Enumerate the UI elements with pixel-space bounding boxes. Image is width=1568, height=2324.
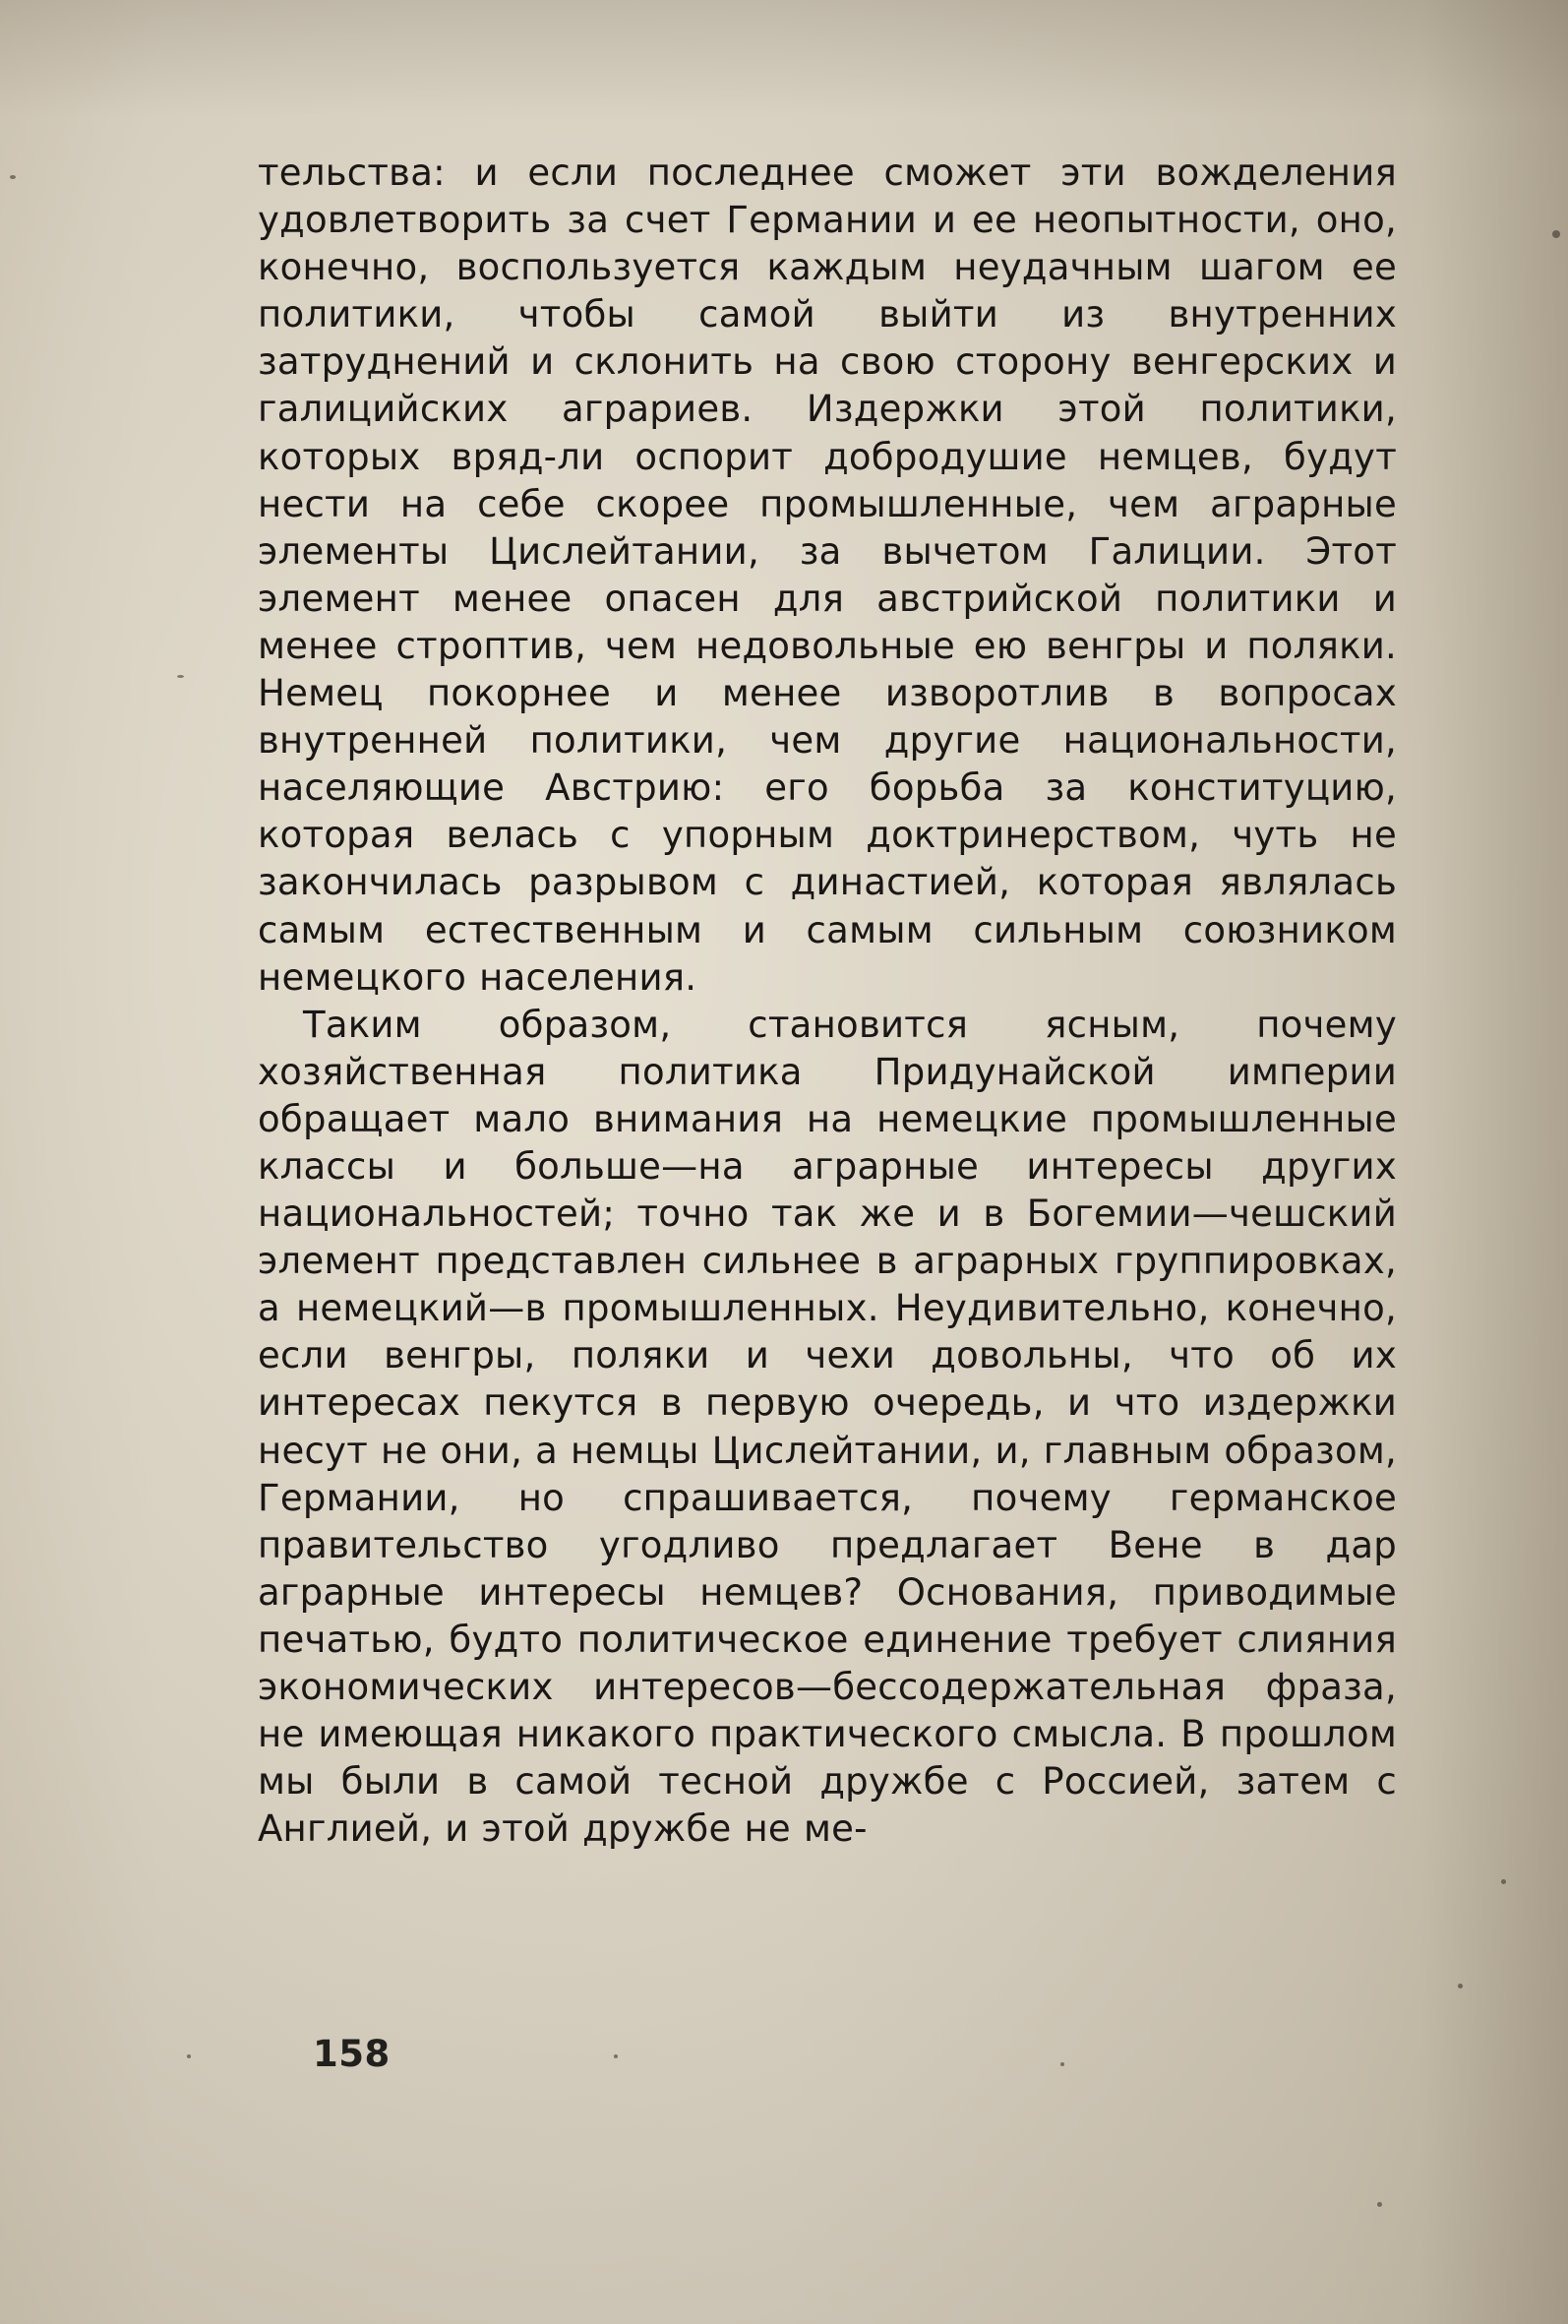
paper-speck [1552,230,1560,238]
paper-speck [1060,2062,1064,2066]
paper-speck [10,175,16,179]
paper-speck [1501,1879,1506,1884]
paper-speck [1458,1984,1463,1988]
paragraph: Таким образом, становится ясным, почему хозяйственная политика Придунайской империи обращает мало внимания на немецкие промышленные классы и больше—на аграрные интересы других национальностей; точно так же и в Богемии—чешский элемент представлен сильнее в аграрных группировках, а немецкий—в промышленных. Неудивительно, конечно, если венгры, поляки и чехи довольны, что об их интересах пекутся в первую очередь, и что издержки несут не они, а немцы Цислейтании, и, главным образом, Германии, но спрашивается, почему германское правительство угодливо предлагает Вене в дар аграрные интересы немцев? Основания, приводимые печатью, будто политическое единение требует слияния экономических интересов—бессодержательная фраза, не имеющая никакого практического смысла. В прошлом мы были в самой тесной дружбе с Россией, затем с Англией, и этой дружбе не ме- [258,1003,1398,1851]
paper-speck [187,2054,191,2058]
body-text [258,150,1397,1853]
page-top-shadow [0,0,1568,118]
paper-speck [1377,2202,1382,2207]
paragraph-continued: тельства: и если последнее сможет эти вожделения удовлетворить за счет Германии и ее неопытности, оно, конечно, воспользуется каждым неудачным шагом ее политики, чтобы самой выйти из внутренних затруднений и склонить на свою сторону венгерских и галицийских аграриев. Издержки этой политики, которых вряд-ли оспорит добродушие немцев, будут нести на себе скорее промышленные, чем аграрные элементы Цислейтании, за вычетом Галиции. Этот элемент менее опасен для австрийской политики и менее строптив, чем недовольные ею венгры и поляки. Немец покорнее и менее изворотлив в вопросах внутренней политики, чем другие национальности, населяющие Австрию: его борьба за конституцию, которая велась с упорным доктринерством, чуть не закончилась разрывом с династией, которая являлась самым естественным и самым сильным союзником немецкого населения. [258,152,1397,999]
paper-speck [177,675,184,678]
page-number: 158 [313,2033,391,2075]
paper-speck [614,2054,618,2058]
page-edge-shadow [1420,0,1568,2324]
